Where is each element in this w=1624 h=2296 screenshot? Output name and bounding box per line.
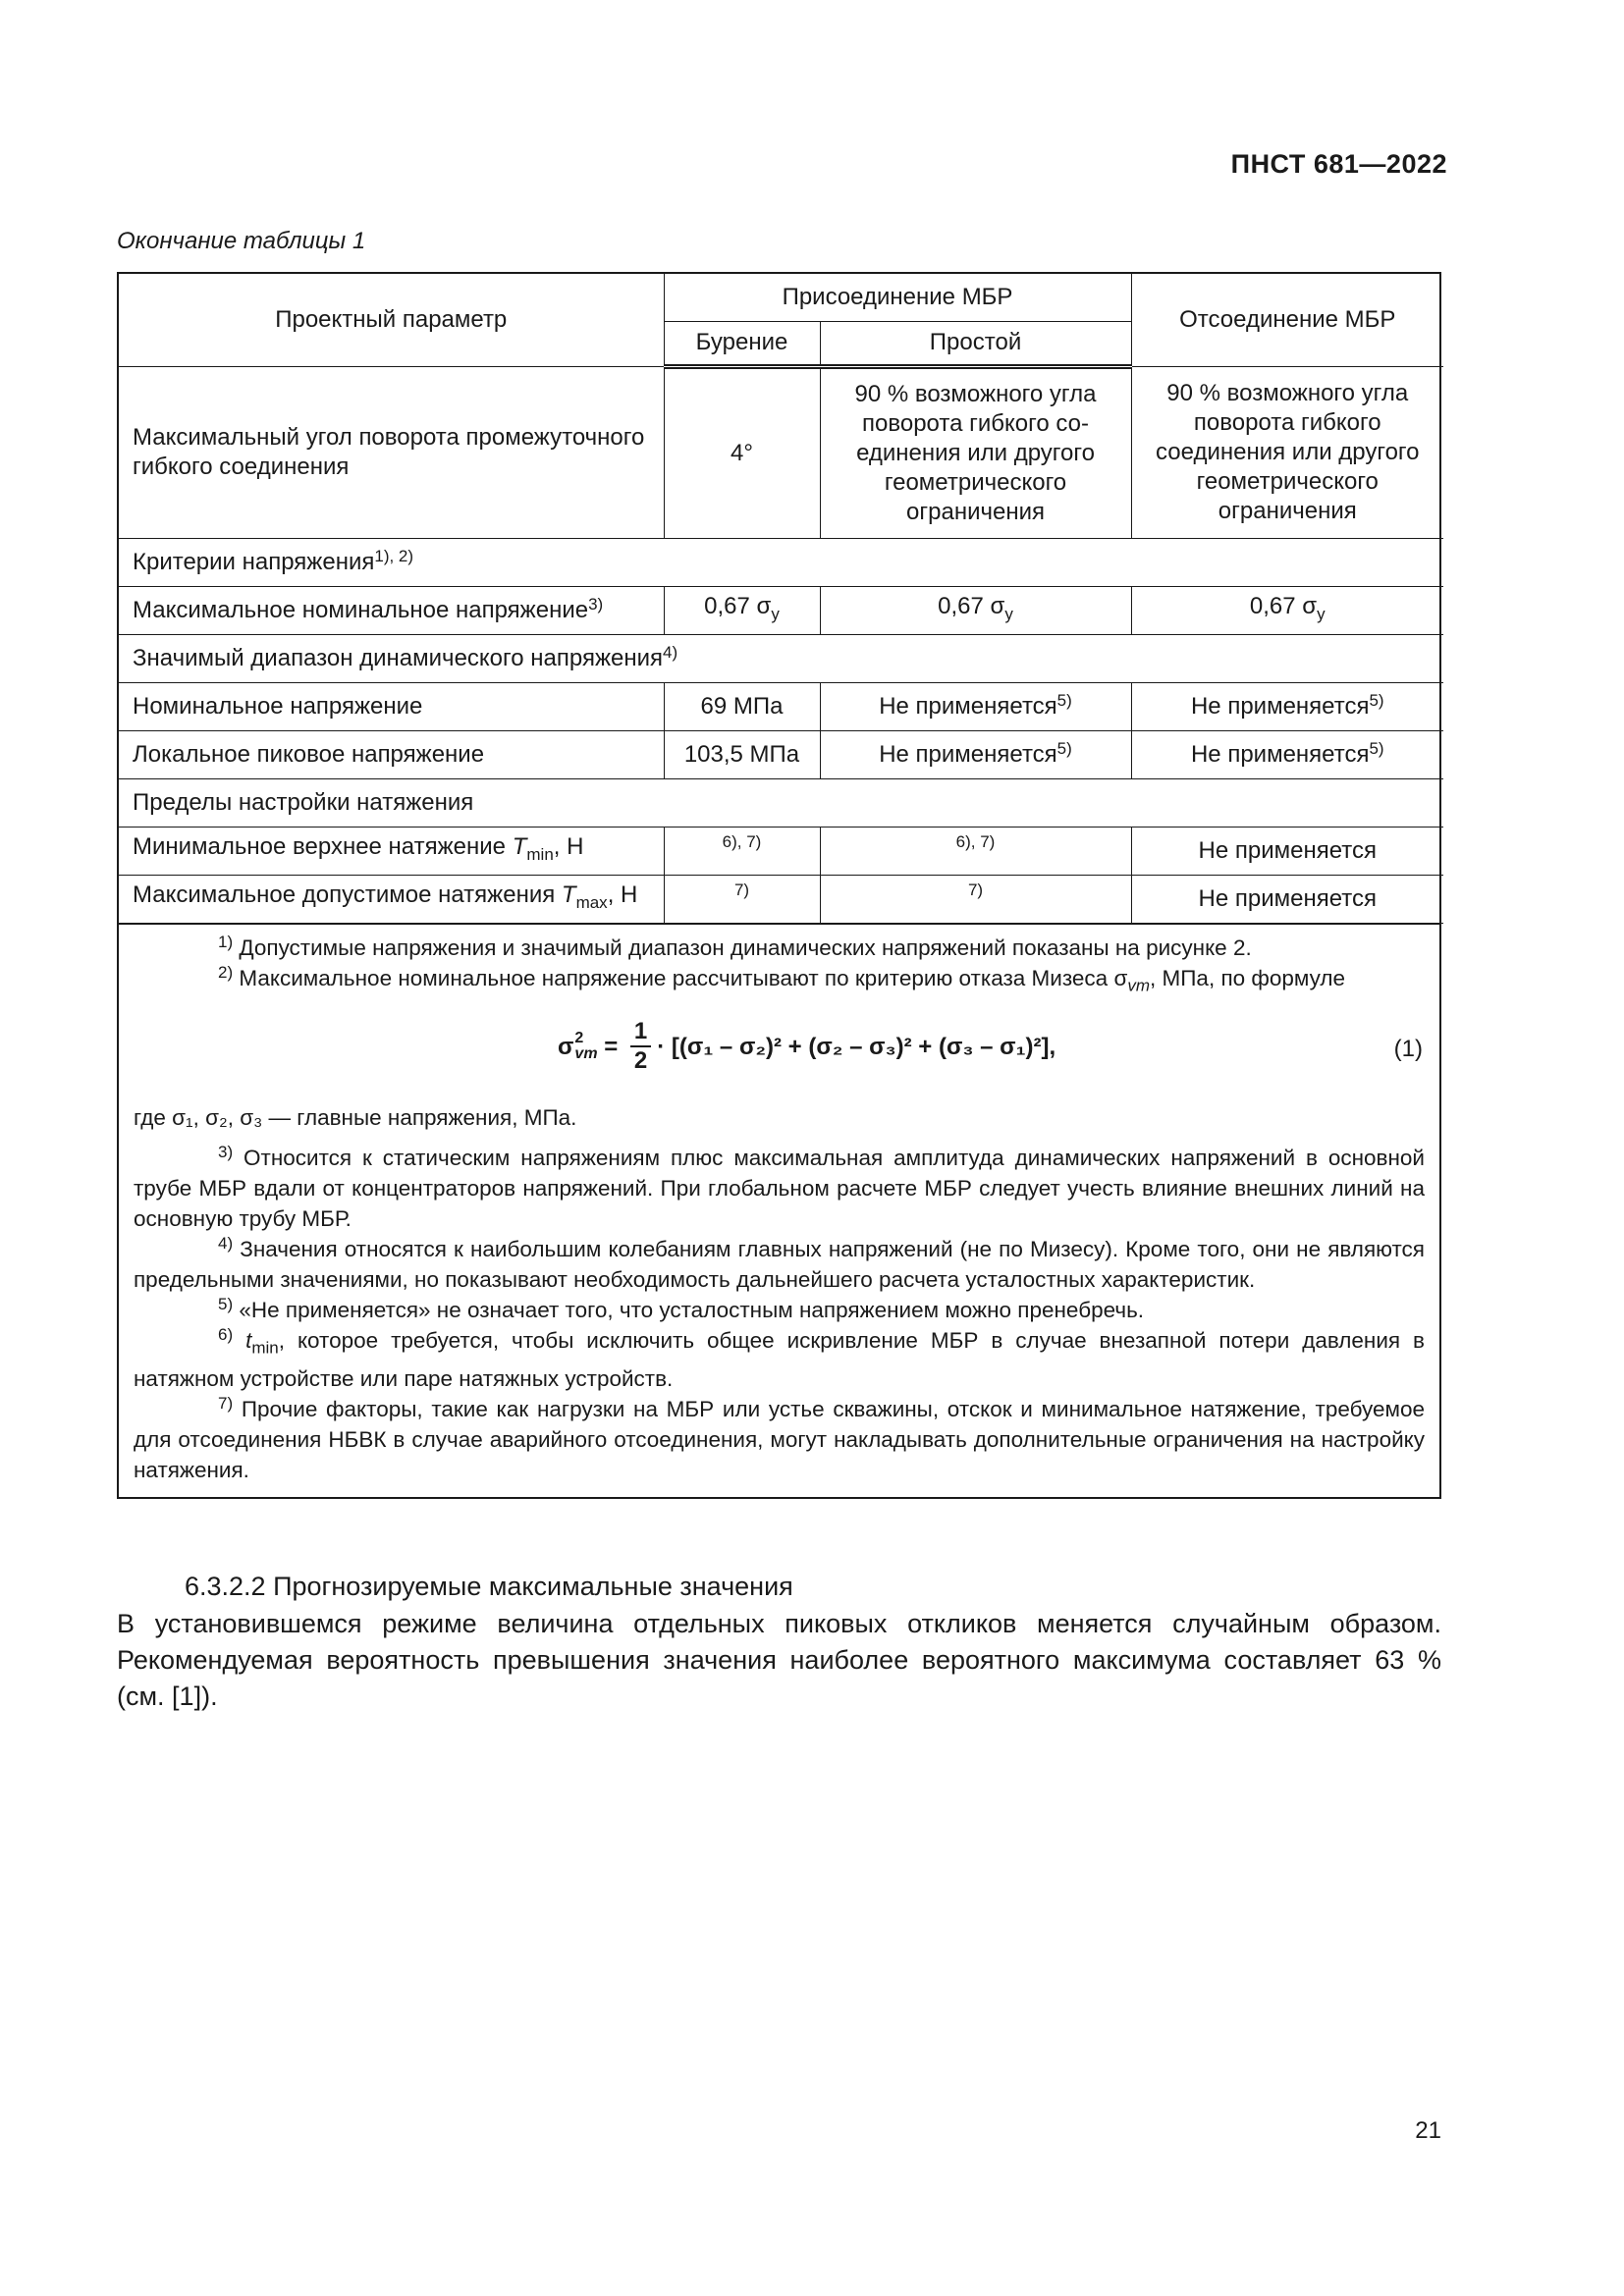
formula-where: где σ₁, σ₂, σ₃ — главные напряжения, МПа. bbox=[134, 1105, 577, 1130]
max-tension-idle: 7) bbox=[820, 875, 1131, 923]
max-tension-label: Максимальное допустимое натяжения $T_{max}$, Н bbox=[119, 875, 664, 923]
note-6: $^{6)}$ $t_{min}$, которое требуется, чтобы исключить общее искривление МБР в случае внезапной потери давления в натяжном устройстве или паре натяжных устройств. bbox=[134, 1325, 1425, 1391]
table-row bbox=[119, 634, 1443, 682]
table-caption: Окончание таблицы 1 bbox=[117, 228, 366, 254]
page-number: 21 bbox=[1415, 2117, 1441, 2144]
angle-drilling: 4° bbox=[664, 366, 820, 538]
note-2: $^{2)}$ Максимальное номинальное напряжение рассчитывают по критерию отказа Мизеса $\sigma_{vm}$, МПа, по формуле bbox=[218, 962, 1346, 994]
nominal-disconnect: Не применяется$^{5)}$ bbox=[1131, 682, 1443, 730]
local-peak-disconnect: Не применяется$^{5)}$ bbox=[1131, 730, 1443, 778]
nominal-label: Номинальное напряжение bbox=[119, 682, 664, 730]
design-parameters-table bbox=[119, 274, 1443, 924]
table-row bbox=[119, 778, 1443, 827]
table-row bbox=[119, 682, 1443, 730]
max-nominal-label: Максимальное номинальное напряжение$^{3)}$ bbox=[119, 586, 664, 634]
note-3: $^{3)}$ Относится к статическим напряжениям плюс максимальная амплитуда динамических напряжений в основной трубе МБР вдали от концентраторов напряжений. При глобальном расчете МБР следует учесть влияние внешних линий на основную трубу МБР. bbox=[134, 1143, 1425, 1231]
table-row bbox=[119, 538, 1443, 586]
equation-number: (1) bbox=[1393, 1036, 1423, 1062]
table-notes bbox=[119, 924, 1439, 1497]
stress-criteria-section: Критерии напряжения$^{1), 2)}$ bbox=[119, 538, 1443, 586]
formula-1 bbox=[134, 1000, 1425, 1102]
local-peak-idle: Не применяется$^{5)}$ bbox=[820, 730, 1131, 778]
header-disconnect: Отсоединение МБР bbox=[1131, 274, 1443, 366]
table-row bbox=[119, 366, 1443, 538]
local-peak-drilling: 103,5 МПа bbox=[664, 730, 820, 778]
max-nominal-idle: 0,67 $\sigma_y$ bbox=[820, 586, 1131, 634]
footnote-ref: 3) bbox=[588, 594, 604, 614]
angle-idle: 90 % возможного угла поворота гибкого со-единения или другого геометрического ограничения bbox=[820, 366, 1131, 538]
table-row bbox=[119, 827, 1443, 875]
max-nominal-disconnect: 0,67 $\sigma_y$ bbox=[1131, 586, 1443, 634]
max-tension-disconnect: Не применяется bbox=[1131, 875, 1443, 923]
von-mises-formula: σ 2 vm = $\frac{1}{2}$ · [(σ₁ – σ₂)² + (σ₂ – σ₃)² + (σ₃ – σ₁)²], bbox=[558, 1018, 1056, 1074]
header-param: Проектный параметр bbox=[119, 274, 664, 366]
dynamic-range-section: Значимый диапазон динамического напряжения$^{4)}$ bbox=[119, 634, 1443, 682]
tension-limits-section: Пределы настройки натяжения bbox=[119, 778, 1443, 827]
note-7: $^{7)}$ Прочие факторы, такие как нагрузки на МБР или устье скважины, отскок и минимальное натяжение, требуемое для отсоединения НБВК в случае аварийного отсоединения, могут накладывать дополнительные ограничения на настройку натяжения. bbox=[134, 1393, 1425, 1482]
min-tension-label: Минимальное верхнее натяжение $T_{min}$, Н bbox=[119, 827, 664, 875]
document-code: ПНСТ 681—2022 bbox=[1230, 149, 1447, 179]
max-tension-drilling: 7) bbox=[664, 875, 820, 923]
nominal-idle: Не применяется$^{5)}$ bbox=[820, 682, 1131, 730]
section-paragraph: В установившемся режиме величина отдельных пиковых откликов меняется случайным образом. Рекомендуемая вероятность превышения значения наиболее вероятного максимума составляет 63 % (см. [1]). bbox=[117, 1609, 1441, 1711]
local-peak-label: Локальное пиковое напряжение bbox=[119, 730, 664, 778]
min-tension-idle: 6), 7) bbox=[820, 827, 1131, 875]
table-row bbox=[119, 586, 1443, 634]
note-5: $^{5)}$ «Не применяется» не означает того, что усталостным напряжением можно пренебречь. bbox=[218, 1295, 1145, 1322]
note-4: $^{4)}$ Значения относятся к наибольшим колебаниям главных напряжений (не по Мизесу). Кроме того, они не являются предельными значениями, но показывают необходимость дальнейшего расчета усталостных характеристик. bbox=[134, 1234, 1425, 1292]
max-nominal-drilling: 0,67 $\sigma_y$ bbox=[664, 586, 820, 634]
header-idle: Простой bbox=[820, 321, 1131, 366]
min-tension-disconnect: Не применяется bbox=[1131, 827, 1443, 875]
angle-label: Максимальный угол поворота промежуточного гибкого соединения bbox=[119, 366, 664, 538]
min-tension-drilling: 6), 7) bbox=[664, 827, 820, 875]
table-row bbox=[119, 875, 1443, 923]
footnote-ref: 4) bbox=[663, 642, 678, 662]
header-drilling: Бурение bbox=[664, 321, 820, 366]
footnote-ref: 1), 2) bbox=[374, 546, 414, 565]
header-connect: Присоединение МБР bbox=[664, 274, 1131, 321]
table-row bbox=[119, 730, 1443, 778]
table-frame bbox=[117, 272, 1441, 1499]
note-1: $^{1)}$ Допустимые напряжения и значимый диапазон динамических напряжений показаны на рисунке 2. bbox=[218, 932, 1252, 960]
fraction-one-half: $\frac{1}{2}$ bbox=[630, 1018, 651, 1075]
nominal-drilling: 69 МПа bbox=[664, 682, 820, 730]
section-heading: 6.3.2.2 Прогнозируемые максимальные значения bbox=[185, 1572, 793, 1601]
angle-disconnect: 90 % возможного угла поворота гибкого соединения или другого геометрического ограничения bbox=[1131, 366, 1443, 538]
